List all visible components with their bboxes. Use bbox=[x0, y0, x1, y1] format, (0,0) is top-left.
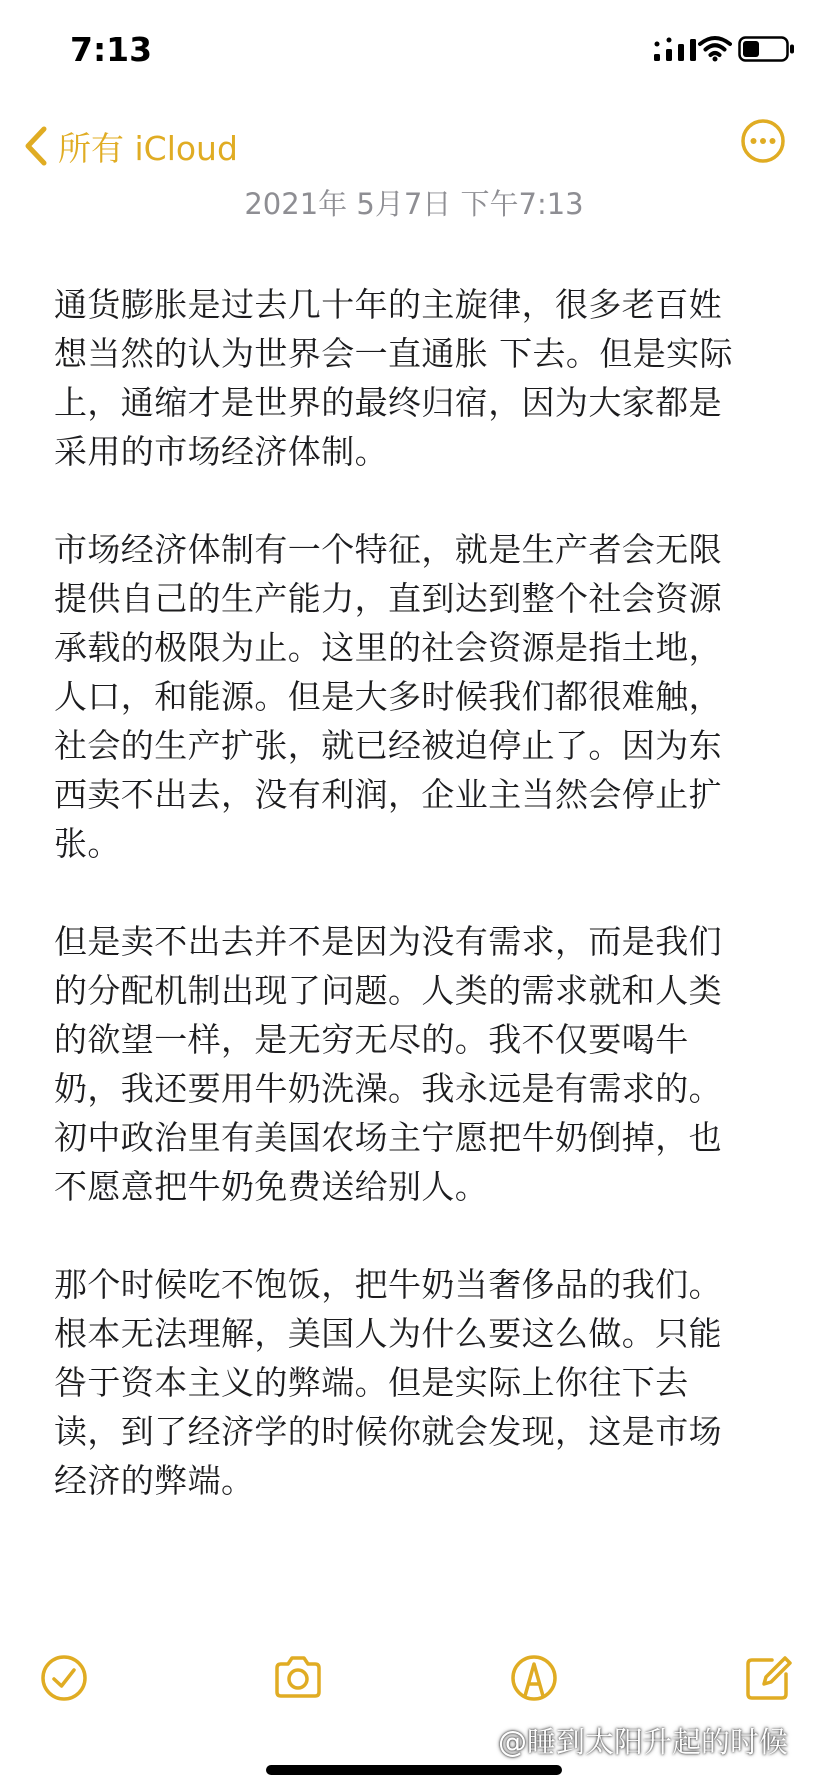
checklist-button[interactable] bbox=[34, 1648, 94, 1708]
camera-button[interactable] bbox=[268, 1648, 328, 1708]
compose-button[interactable] bbox=[738, 1648, 798, 1708]
checklist-icon bbox=[38, 1652, 90, 1704]
back-button[interactable] bbox=[22, 118, 238, 174]
home-indicator[interactable] bbox=[266, 1765, 562, 1775]
navigation-bar bbox=[0, 110, 828, 180]
note-paragraph: 通货膨胀是过去几十年的主旋律，很多老百姓想当然的认为世界会一直通胀 下去。但是实际上，通缩才是世界的最终归宿，因为大家都是采用的市场经济体制。 bbox=[54, 285, 733, 471]
note-paragraph: 市场经济体制有一个特征，就是生产者会无限提供自己的生产能力，直到达到整个社会资源承载的极限为止。这里的社会资源是指土地，人口，和能源。但是大多时候我们都很难触，社会的生产扩张，就已经被迫停止了。因为东西卖不出去，没有利润，企业主当然会停止扩张。 bbox=[54, 530, 722, 863]
back-label: 所有 iCloud bbox=[58, 128, 238, 168]
wifi-icon bbox=[698, 34, 732, 62]
note-paragraph: 但是卖不出去并不是因为没有需求，而是我们的分配机制出现了问题。人类的需求就和人类的欲望一样，是无穷无尽的。我不仅要喝牛奶，我还要用牛奶洗澡。我永远是有需求的。初中政治里有美国农场主宁愿把牛奶倒掉，也不愿意把牛奶免费送给别人。 bbox=[54, 922, 722, 1206]
watermark: @睡到太阳升起的时候 bbox=[498, 1725, 789, 1759]
note-date: 2021年 5月7日 下午7:13 bbox=[244, 187, 584, 221]
camera-icon bbox=[272, 1652, 324, 1704]
compose-icon bbox=[742, 1652, 794, 1704]
note-paragraph: 那个时候吃不饱饭，把牛奶当奢侈品的我们。根本无法理解，美国人为什么要这么做。只能咎于资本主义的弊端。但是实际上你往下去读，到了经济学的时候你就会发现，这是市场经济的弊端。 bbox=[54, 1265, 722, 1500]
cellular-signal-icon bbox=[652, 37, 700, 63]
more-options-icon[interactable] bbox=[740, 118, 786, 164]
markup-button[interactable] bbox=[504, 1648, 564, 1708]
markup-pen-icon bbox=[508, 1652, 560, 1704]
battery-icon bbox=[738, 36, 796, 62]
status-bar bbox=[0, 0, 828, 100]
note-body[interactable] bbox=[54, 280, 754, 1554]
bottom-toolbar bbox=[0, 1648, 828, 1712]
status-time: 7:13 bbox=[70, 30, 153, 69]
chevron-left-icon bbox=[22, 125, 50, 167]
